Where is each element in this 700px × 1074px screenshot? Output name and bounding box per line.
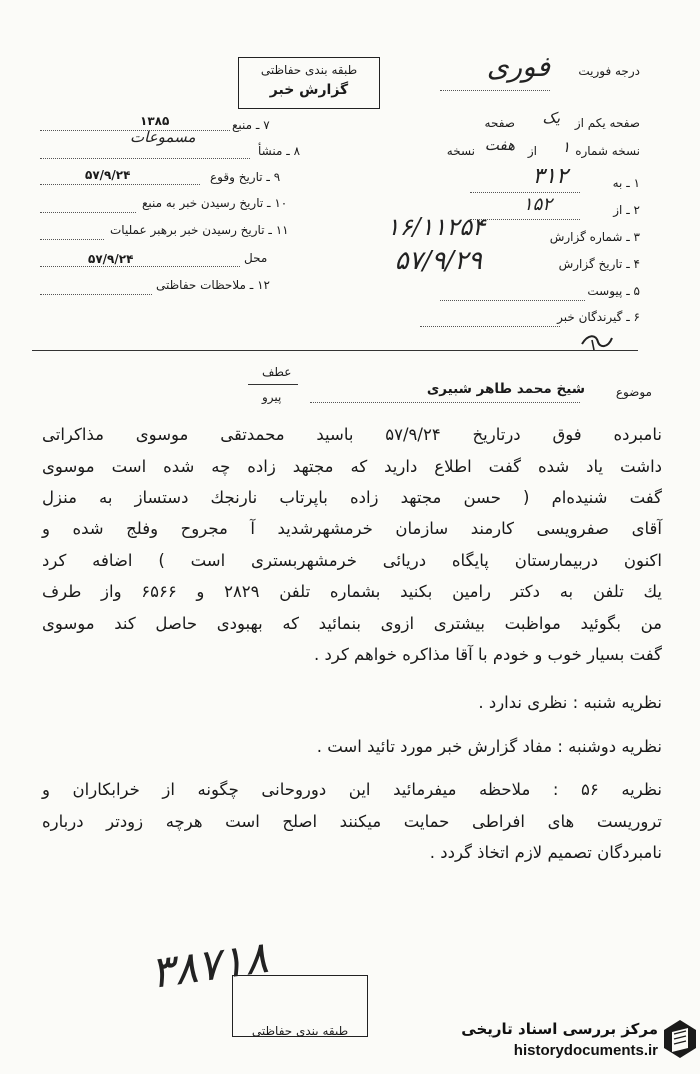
location-label: محل [244, 251, 268, 265]
source-arrival-dots [40, 212, 136, 213]
page-label: صفحه یکم از [574, 116, 640, 130]
recipients-dots [420, 326, 560, 327]
watermark [270, 1002, 700, 1074]
body-line: نامبرده فوق درتاریخ ۵۷/۹/۲۴ باسید محمدتقی موسوی مذاکراتی [42, 425, 662, 444]
priority-value: فوری [486, 50, 550, 83]
source-arrival-label: ۱۰ ـ تاریخ رسیدن خبر به منبع [142, 196, 288, 210]
body-line: گفت شنیده‌ام ( حسن مجتهد زاده باپرتاب نارنجك دستساز به منزل [42, 488, 662, 507]
item-to-value: ۳۱۲ [532, 164, 568, 189]
item-to-label: ۱ ـ به [612, 176, 640, 190]
priority-label: درجه فوریت [578, 64, 640, 78]
body-line: گفت بسیار خوب و خودم با آقا مذاکره خواهم کرد . [314, 645, 662, 664]
ops-arrival-dots [40, 239, 104, 240]
page-suffix: صفحه [484, 116, 515, 130]
occurrence-dots [40, 184, 200, 185]
recipients-label: ۶ ـ گیرندگان خبر [557, 310, 640, 324]
peyro-label: پیرو [262, 390, 282, 404]
ops-arrival-label: ۱۱ ـ تاریخ رسیدن خبر برهبر عملیات [110, 223, 289, 237]
footer-classification-label: طبقه بندی حفاظتی [251, 1024, 349, 1038]
subject-value: شیخ محمد طاهر شبیری [426, 381, 585, 397]
copy-of: از [527, 144, 537, 158]
origin-value: مسموعات [130, 128, 196, 146]
classification-label: طبقه بندی حفاظتی [260, 63, 358, 77]
body-line: داشت یاد شده گفت اطلاع دارید که مجتهد زاده چه شده است موسوی [42, 457, 662, 476]
archive-logo-icon [662, 1018, 698, 1060]
watermark-site: historydocuments.ir [513, 1042, 658, 1059]
body-line: یك تلفن به دکتر رامین بکنید بشماره تلفن ۲۸۲۹ و ۶۵۶۶ واز طرف [42, 582, 662, 601]
security-notes-label: ۱۲ ـ ملاحظات حفاظتی [156, 278, 270, 292]
header-divider [32, 350, 638, 351]
subject-dots [310, 402, 580, 403]
item-to-dots [470, 192, 580, 193]
location-dots [40, 266, 240, 267]
report-number-value: ۱۶/۱۱۲۵۴ [386, 213, 485, 241]
copy-label: نسخه شماره [575, 144, 640, 158]
report-number-label: ۳ ـ شماره گزارش [549, 230, 640, 244]
copy-total: هفت [484, 136, 515, 154]
attachment-label: ۵ ـ پیوست [587, 284, 640, 298]
opinion-56-line: تروریست های افراطی حمایت میکنند اصلح است هرچه زودتر درباره [42, 812, 662, 831]
item-from-label: ۲ ـ از [613, 203, 640, 217]
item-from-value: ۱۵۲ [522, 194, 552, 215]
reference-divider [248, 384, 298, 385]
opinion-56-line: نامبردگان تصمیم لازم اتخاذ گردد . [429, 843, 662, 862]
atf-label: عطف [262, 365, 292, 379]
body-line: آقای صفرویسی کارمند سازمان خرمشهرشدید آ مجروح وفلج شده و [42, 519, 662, 538]
source-value: ۱۳۸۵ [140, 114, 170, 128]
report-date-value: ۵۷/۹/۲۹ [394, 246, 482, 276]
item-from-dots [470, 219, 580, 220]
copy-value: ۱ [561, 138, 570, 156]
report-type-title: گزارش خبر [269, 82, 349, 98]
copy-suffix: نسخه [446, 144, 475, 158]
watermark-org: مرکز بررسی اسناد تاریخی [461, 1020, 658, 1038]
opinion-saturday: نظریه شنبه : نظری ندارد . [478, 693, 662, 712]
priority-dots [440, 90, 550, 91]
body-line: اکنون دربیمارستان پایگاه دریائی خرمشهربستری است ) اضافه کرد [42, 551, 662, 570]
origin-label: ۸ ـ منشأ [258, 144, 301, 158]
body-line: من بگوئید مواظبت بیشتری ازوی بنمائید که بهبودی حاصل کند موسوی [42, 614, 662, 633]
occurrence-date-value: ۵۷/۹/۲۴ [85, 168, 131, 182]
security-notes-dots [40, 294, 152, 295]
subject-label: موضوع [615, 385, 652, 399]
report-date-label: ۴ ـ تاریخ گزارش [558, 257, 640, 271]
handwritten-number: ۳۸۷۱۸ [147, 932, 272, 999]
origin-dots [40, 158, 250, 159]
source-label: ۷ ـ منبع [232, 118, 270, 132]
opinion-56-line: نظریه ۵۶ : ملاحظه میفرمائید این دوروحانی چگونه از خرابکاران و [42, 780, 662, 799]
page-value: یک [542, 109, 560, 127]
location-value: ۵۷/۹/۲۴ [88, 252, 134, 266]
occurrence-date-label: ۹ ـ تاریخ وقوع [210, 170, 281, 184]
attachment-dots [440, 300, 585, 301]
opinion-monday: نظریه دوشنبه : مفاد گزارش خبر مورد تائید است . [316, 737, 662, 756]
